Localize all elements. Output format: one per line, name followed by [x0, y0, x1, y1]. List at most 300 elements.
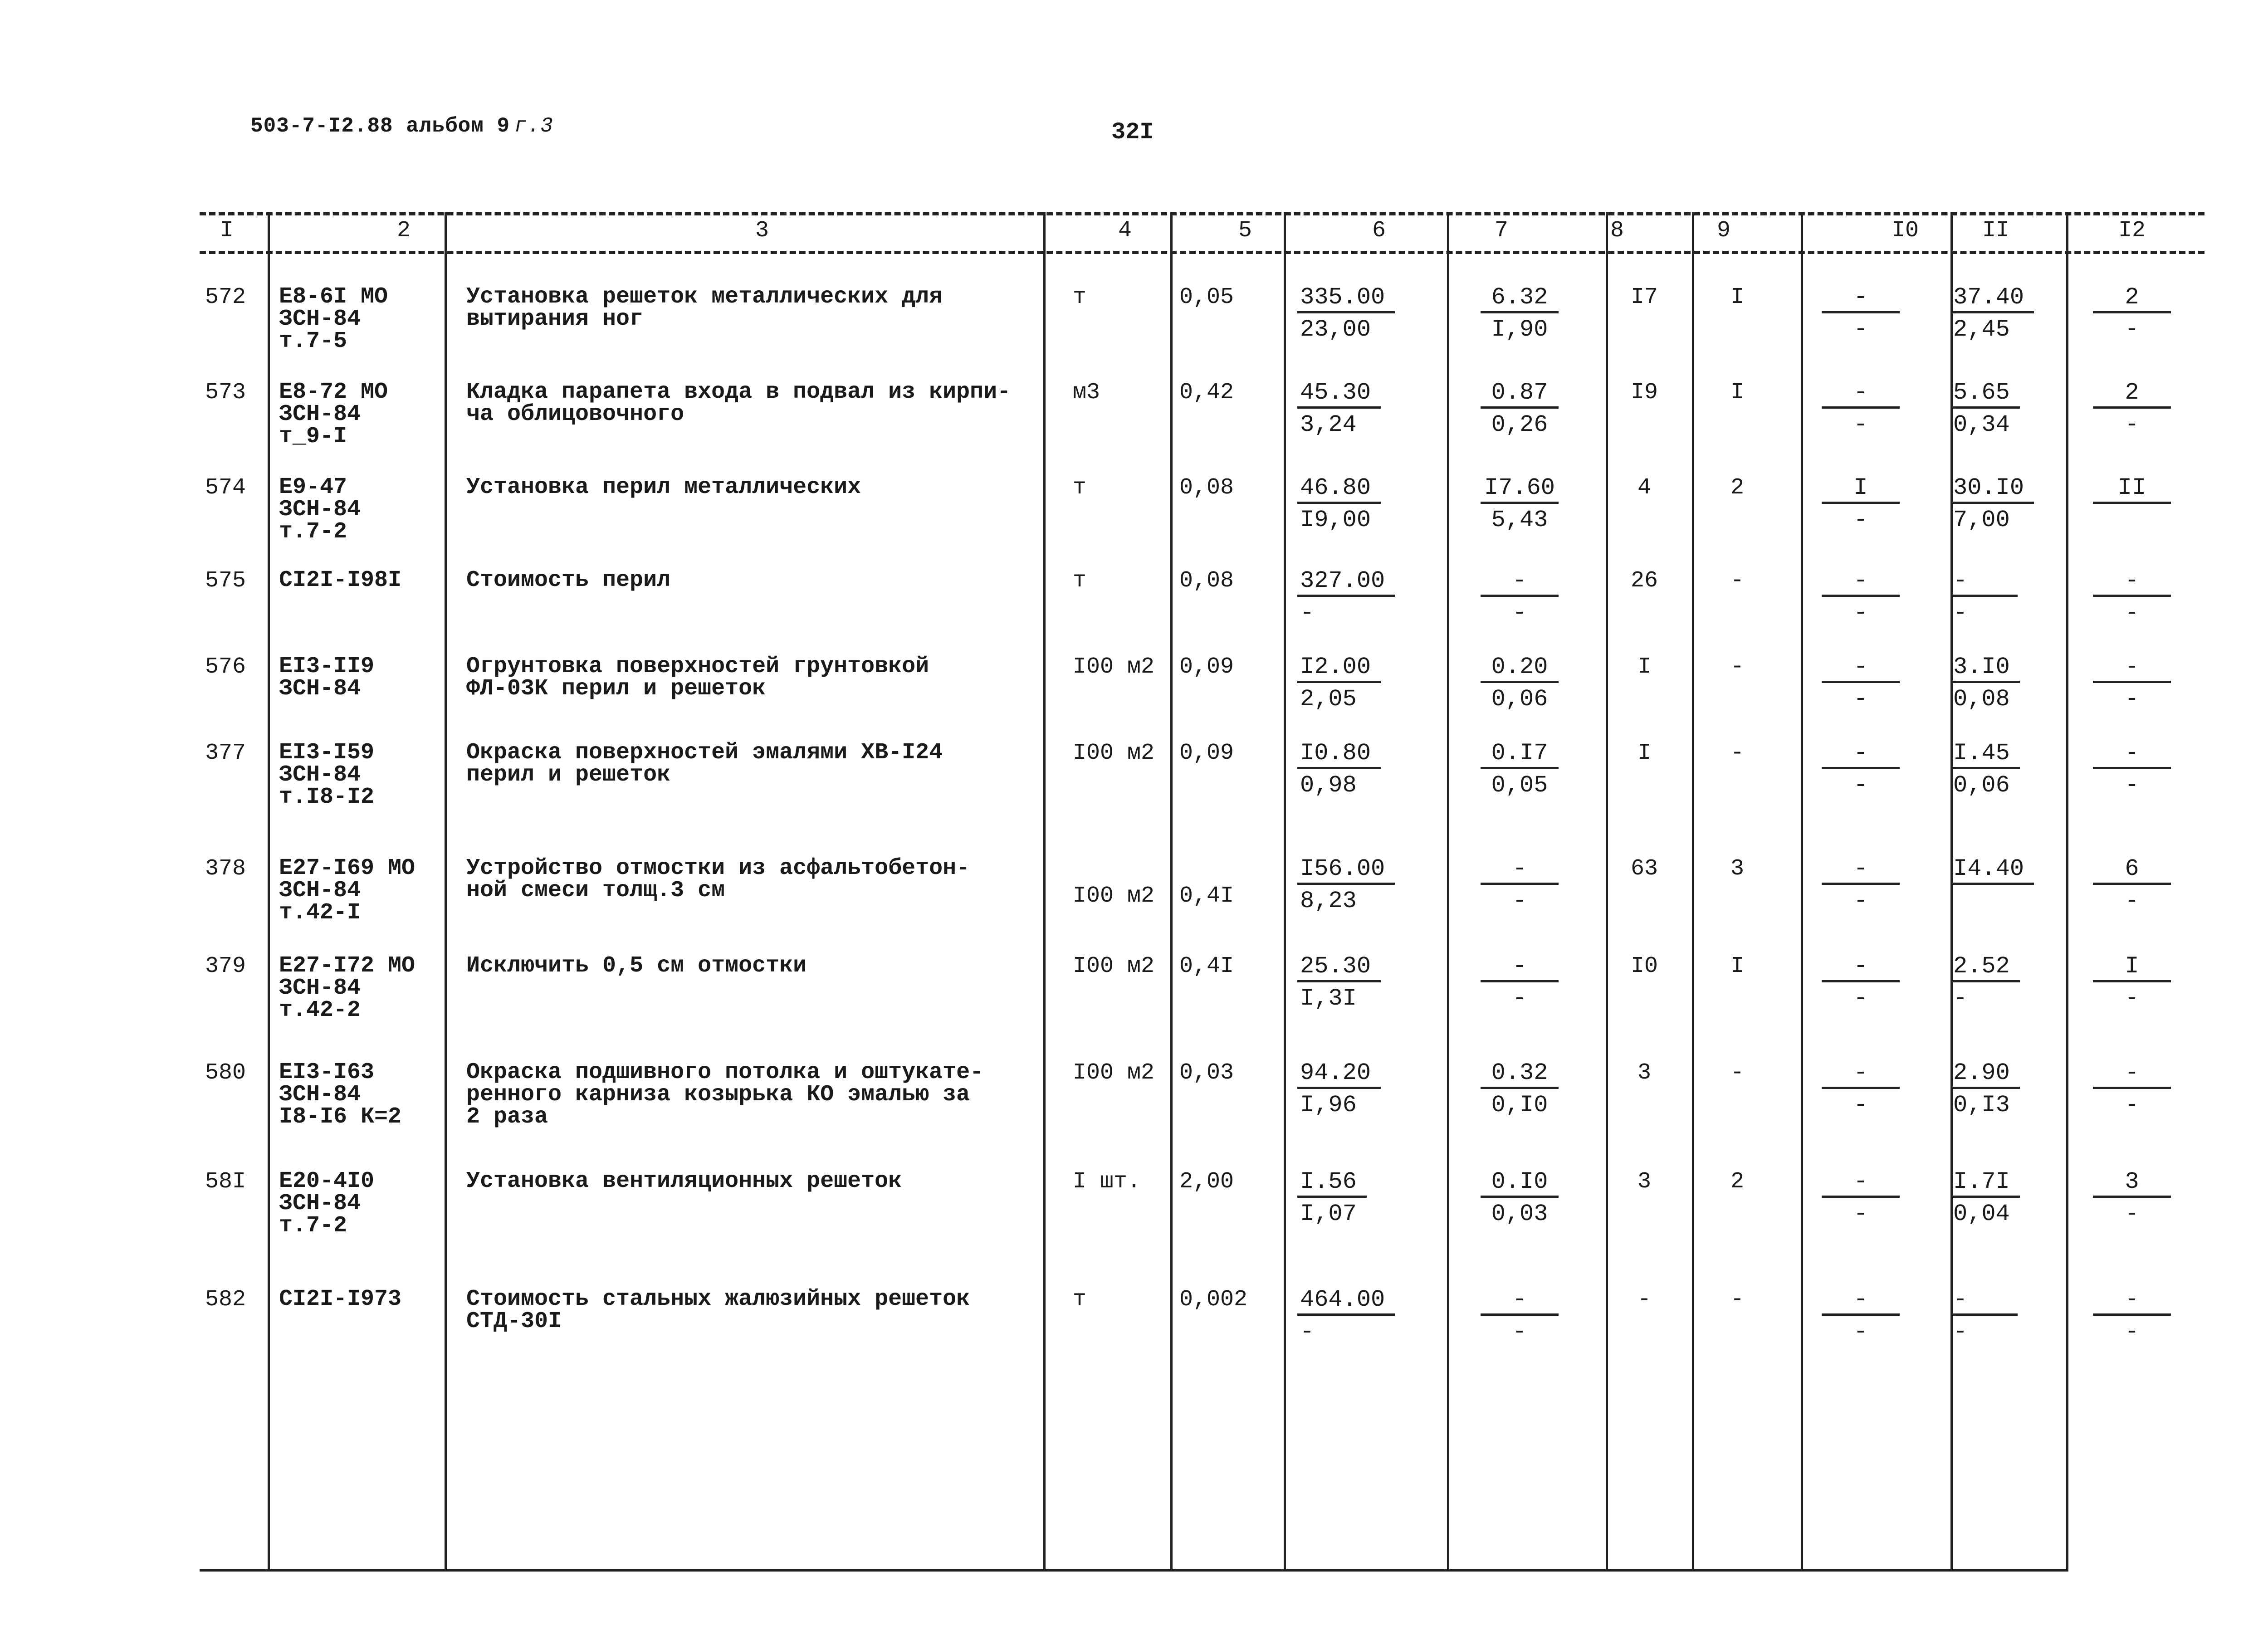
col-10-value: [1820, 569, 1901, 625]
unit: м3: [1073, 380, 1100, 405]
work-name-line: Кладка парапета входа в подвал из кирпи-: [466, 379, 1011, 405]
column-number: 3: [755, 218, 769, 244]
col-10-value-denominator: -: [1853, 411, 1868, 438]
cost-machines-denominator: -: [1512, 1318, 1527, 1345]
cost-machines-denominator: -: [1512, 600, 1527, 626]
col-10-value-numerator: -: [1822, 381, 1900, 409]
norm-code: [279, 955, 415, 1021]
norm-code-line: ЗСН-84: [279, 306, 361, 332]
col-8-value: 26: [1630, 568, 1658, 594]
column-divider: [1043, 212, 1046, 1572]
col-11-value: [1950, 655, 2020, 711]
cost-total-numerator: 335.00: [1297, 286, 1395, 313]
col-9-value: 2: [1730, 475, 1744, 501]
col-10-value-denominator: -: [1853, 772, 1868, 799]
cost-machines-numerator: 0.20: [1481, 655, 1559, 683]
norm-code: [279, 655, 374, 700]
col-8-value: I9: [1630, 380, 1658, 405]
cost-total-numerator: 46.80: [1297, 476, 1381, 504]
unit: I шт.: [1073, 1169, 1141, 1195]
col-11-value-denominator: 0,04: [1953, 1201, 2010, 1227]
col-11-value-numerator: 2.52: [1950, 955, 2020, 982]
col-12-value: [2091, 476, 2173, 508]
norm-code-line: т.42-I: [279, 900, 361, 926]
column-divider: [1447, 212, 1449, 1572]
col-12-value-denominator: -: [2125, 600, 2139, 626]
row-number: 582: [205, 1287, 246, 1313]
norm-code-line: т.I8-I2: [279, 784, 375, 810]
cost-total: [1297, 1288, 1395, 1344]
norm-code: [279, 857, 415, 924]
col-12-value: [2091, 742, 2173, 797]
work-name-line: Установка перил металлических: [466, 474, 861, 500]
col-11-value-numerator: 37.40: [1950, 286, 2034, 313]
column-number: 9: [1716, 218, 1730, 244]
col-12-value-numerator: 3: [2093, 1170, 2171, 1198]
col-8-value: 63: [1630, 856, 1658, 882]
cost-total-denominator: 8,23: [1300, 888, 1357, 914]
cost-machines: [1479, 476, 1560, 532]
work-name-line: Установка вентиляционных решеток: [466, 1168, 902, 1194]
cost-total-denominator: 0,98: [1300, 772, 1357, 799]
norm-code-line: Е27-I69 МО: [279, 855, 415, 881]
norm-code-line: СI2I-I973: [279, 1286, 402, 1312]
cost-total: [1297, 742, 1381, 797]
cost-total-denominator: 2,05: [1300, 686, 1357, 713]
col-12-value-numerator: -: [2093, 742, 2171, 769]
row-number: 58I: [205, 1169, 246, 1195]
cost-machines: [1479, 655, 1560, 711]
cost-machines-denominator: 0,06: [1491, 686, 1548, 713]
work-name-line: ренного карниза козырька КО эмалью за: [466, 1082, 970, 1108]
cost-machines-denominator: 0,26: [1491, 411, 1548, 438]
cost-total-numerator: 25.30: [1297, 955, 1381, 982]
column-number: I: [220, 218, 234, 244]
quantity: 2,00: [1179, 1169, 1234, 1195]
col-8-value: 3: [1637, 1169, 1651, 1195]
col-11-value-denominator: -: [1953, 600, 1968, 626]
quantity: 0,08: [1179, 475, 1234, 501]
col-10-value-denominator: -: [1853, 316, 1868, 343]
col-11-value-denominator: 0,06: [1953, 772, 2010, 799]
work-name: [466, 655, 929, 700]
work-name-line: Исключить 0,5 см отмостки: [466, 953, 807, 979]
col-8-value: I: [1637, 654, 1651, 680]
quantity: 0,42: [1179, 380, 1234, 405]
table-top-border: [200, 212, 2204, 215]
cost-machines-denominator: -: [1512, 888, 1527, 914]
col-9-value: -: [1730, 740, 1744, 766]
work-name-line: ча облицовочного: [466, 401, 684, 427]
cost-total-numerator: I56.00: [1297, 857, 1395, 885]
row-number: 378: [205, 856, 246, 882]
norm-code-line: т.7-2: [279, 1213, 347, 1239]
norm-code-line: СI2I-I98I: [279, 567, 402, 593]
norm-code: [279, 1170, 374, 1237]
cost-machines-numerator: 6.32: [1481, 286, 1559, 313]
work-name: [466, 569, 670, 591]
col-10-value-numerator: -: [1822, 655, 1900, 683]
table-bottom-border: [200, 1569, 2068, 1572]
col-12-value: [2091, 955, 2173, 1011]
norm-code-line: Е8-72 МО: [279, 379, 388, 405]
col-11-value-denominator: 2,45: [1953, 316, 2010, 343]
col-10-value-denominator: -: [1853, 1201, 1868, 1227]
col-12-value: [2091, 857, 2173, 913]
work-name-line: Огрунтовка поверхностей грунтовкой: [466, 654, 929, 679]
row-number: 576: [205, 654, 246, 680]
col-10-value-numerator: -: [1822, 857, 1900, 885]
col-11-value-denominator: 0,08: [1953, 686, 2010, 713]
cost-total: [1297, 955, 1381, 1011]
row-number: 379: [205, 953, 246, 979]
norm-code-line: ЗСН-84: [279, 1191, 361, 1216]
cost-total: [1297, 569, 1395, 625]
column-number: 5: [1238, 218, 1252, 244]
work-name-line: СТД-30I: [466, 1308, 562, 1334]
quantity: 0,4I: [1179, 953, 1234, 979]
column-number: I2: [2118, 218, 2146, 244]
col-11-value: [1950, 1288, 2018, 1344]
col-10-value: [1820, 857, 1901, 913]
col-10-value: [1820, 955, 1901, 1011]
col-11-value-numerator: I4.40: [1950, 857, 2034, 885]
column-divider: [1692, 212, 1694, 1572]
cost-machines-numerator: -: [1481, 1288, 1559, 1316]
cost-machines: [1479, 1170, 1560, 1226]
col-9-value: I: [1730, 953, 1744, 979]
norm-code-line: т_9-I: [279, 424, 347, 449]
column-divider: [1170, 212, 1173, 1572]
work-name-line: Устройство отмостки из асфальтобетон-: [466, 855, 970, 881]
norm-code-line: Е20-4I0: [279, 1168, 375, 1194]
cost-machines-denominator: I,90: [1491, 316, 1548, 343]
norm-code: [279, 1061, 401, 1128]
col-10-value: [1820, 1061, 1901, 1117]
cost-machines: [1479, 381, 1560, 437]
row-number: 575: [205, 568, 246, 594]
col-12-value-numerator: 6: [2093, 857, 2171, 885]
work-name: [466, 955, 807, 977]
norm-code-line: ЕI3-I59: [279, 740, 375, 766]
document-code-suffix: г.3: [514, 114, 553, 138]
col-11-value: [1950, 1061, 2020, 1117]
cost-machines-denominator: 0,I0: [1491, 1092, 1548, 1118]
cost-machines-numerator: -: [1481, 569, 1559, 597]
col-12-value-numerator: 2: [2093, 381, 2171, 409]
col-11-value: [1950, 955, 2020, 1011]
cost-total-denominator: I,07: [1300, 1201, 1357, 1227]
work-name-line: перил и решеток: [466, 762, 671, 788]
quantity: 0,4I: [1179, 883, 1234, 909]
norm-code-line: ЗСН-84: [279, 878, 361, 903]
col-8-value: 3: [1637, 1060, 1651, 1086]
col-9-value: -: [1730, 654, 1744, 680]
work-name-line: вытирания ног: [466, 306, 644, 332]
cost-machines-numerator: I7.60: [1481, 476, 1559, 504]
col-10-value-numerator: -: [1822, 1288, 1900, 1316]
norm-code: [279, 381, 388, 448]
column-divider: [1801, 212, 1803, 1572]
cost-total-denominator: I9,00: [1300, 507, 1371, 533]
col-12-value-denominator: -: [2125, 411, 2139, 438]
col-11-value-numerator: -: [1950, 569, 2018, 597]
col-10-value-denominator: -: [1853, 507, 1868, 533]
col-12-value-denominator: -: [2125, 985, 2139, 1012]
col-10-value-denominator: -: [1853, 600, 1868, 626]
col-10-value-numerator: I: [1822, 476, 1900, 504]
col-12-value: [2091, 569, 2173, 625]
norm-code: [279, 286, 388, 352]
col-11-value-numerator: I.7I: [1950, 1170, 2020, 1198]
cost-total-denominator: I,96: [1300, 1092, 1357, 1118]
col-12-value-numerator: II: [2093, 476, 2171, 504]
column-divider: [2066, 212, 2068, 1572]
column-divider: [445, 212, 447, 1572]
col-12-value-numerator: -: [2093, 655, 2171, 683]
col-12-value-numerator: -: [2093, 569, 2171, 597]
cost-total: [1297, 381, 1381, 437]
cost-total-numerator: 464.00: [1297, 1288, 1395, 1316]
unit: I00 м2: [1073, 1060, 1155, 1086]
cost-total-denominator: I,3I: [1300, 985, 1357, 1012]
norm-code-line: I8-I6 К=2: [279, 1104, 402, 1130]
cost-machines-denominator: 0,05: [1491, 772, 1548, 799]
col-12-value-numerator: -: [2093, 1288, 2171, 1316]
norm-code-line: ЕI3-I63: [279, 1059, 375, 1085]
norm-code: [279, 742, 374, 808]
column-number: I0: [1891, 218, 1919, 244]
col-10-value-numerator: -: [1822, 286, 1900, 313]
cost-machines: [1479, 1061, 1560, 1117]
col-10-value-numerator: -: [1822, 1170, 1900, 1198]
work-name-line: Стоимость перил: [466, 567, 671, 593]
col-11-value-numerator: 5.65: [1950, 381, 2020, 409]
cost-total-numerator: 45.30: [1297, 381, 1381, 409]
col-11-value: [1950, 381, 2020, 437]
cost-total: [1297, 655, 1381, 711]
norm-code: [279, 476, 361, 543]
col-10-value-numerator: -: [1822, 1061, 1900, 1089]
col-10-value: [1820, 655, 1901, 711]
col-11-value-denominator: 0,34: [1953, 411, 2010, 438]
cost-total-numerator: I2.00: [1297, 655, 1381, 683]
cost-total-denominator: -: [1300, 1318, 1315, 1345]
work-name: [466, 1061, 983, 1128]
unit: т: [1073, 284, 1087, 310]
col-12-value-denominator: -: [2125, 1318, 2139, 1345]
norm-code-line: Е9-47: [279, 474, 347, 500]
col-12-value: [2091, 1061, 2173, 1117]
cost-machines: [1479, 1288, 1560, 1344]
col-11-value: [1950, 742, 2020, 797]
column-number: II: [1982, 218, 2009, 244]
column-divider: [268, 212, 270, 1572]
unit: т: [1073, 475, 1087, 501]
work-name: [466, 1288, 970, 1333]
col-10-value: [1820, 286, 1901, 342]
col-11-value: [1950, 476, 2034, 532]
norm-code-line: Е8-6I МО: [279, 284, 388, 310]
cost-machines-numerator: 0.32: [1481, 1061, 1559, 1089]
col-11-value-denominator: -: [1953, 985, 1968, 1012]
cost-total: [1297, 1061, 1381, 1117]
col-11-value-denominator: -: [1953, 1318, 1968, 1345]
norm-code-line: ЗСН-84: [279, 1082, 361, 1108]
norm-code: [279, 1288, 401, 1310]
cost-machines-numerator: 0.I0: [1481, 1170, 1559, 1198]
col-10-value-numerator: -: [1822, 742, 1900, 769]
norm-code-line: т.7-2: [279, 519, 347, 545]
work-name-line: Окраска поверхностей эмалями ХВ-I24: [466, 740, 943, 766]
quantity: 0,08: [1179, 568, 1234, 594]
col-12-value-denominator: -: [2125, 1201, 2139, 1227]
cost-machines-numerator: 0.87: [1481, 381, 1559, 409]
quantity: 0,002: [1179, 1287, 1248, 1313]
col-10-value-denominator: -: [1853, 985, 1868, 1012]
norm-code-line: ЗСН-84: [279, 676, 361, 702]
col-12-value-denominator: -: [2125, 316, 2139, 343]
col-12-value: [2091, 1170, 2173, 1226]
row-number: 573: [205, 380, 246, 405]
header-bottom-border: [200, 251, 2204, 254]
norm-code-line: ЗСН-84: [279, 762, 361, 788]
cost-machines-numerator: 0.I7: [1481, 742, 1559, 769]
col-11-value-numerator: I.45: [1950, 742, 2020, 769]
cost-total: [1297, 286, 1395, 342]
quantity: 0,09: [1179, 740, 1234, 766]
cost-total-numerator: I.56: [1297, 1170, 1367, 1198]
col-8-value: I0: [1630, 953, 1658, 979]
col-10-value-denominator: -: [1853, 1318, 1868, 1345]
col-11-value: [1950, 1170, 2020, 1226]
col-11-value-numerator: 30.I0: [1950, 476, 2034, 504]
norm-code-line: Е27-I72 МО: [279, 953, 415, 979]
col-12-value-numerator: -: [2093, 1061, 2171, 1089]
cost-machines-numerator: -: [1481, 955, 1559, 982]
unit: I00 м2: [1073, 883, 1155, 909]
col-10-value: [1820, 742, 1901, 797]
col-8-value: -: [1637, 1287, 1651, 1313]
norm-code-line: ЗСН-84: [279, 497, 361, 522]
work-name-line: Установка решеток металлических для: [466, 284, 943, 310]
cost-total: [1297, 476, 1381, 532]
col-9-value: -: [1730, 1287, 1744, 1313]
norm-code: [279, 569, 401, 591]
work-name: [466, 286, 943, 330]
work-name: [466, 381, 1011, 425]
cost-machines: [1479, 742, 1560, 797]
col-9-value: -: [1730, 568, 1744, 594]
col-8-value: I7: [1630, 284, 1658, 310]
cost-total-denominator: -: [1300, 600, 1315, 626]
column-number: 7: [1494, 218, 1508, 244]
row-number: 572: [205, 284, 246, 310]
work-name-line: ФЛ-03К перил и решеток: [466, 676, 766, 702]
col-10-value-numerator: -: [1822, 955, 1900, 982]
cost-machines: [1479, 286, 1560, 342]
column-number: 2: [396, 218, 411, 244]
column-number: 8: [1610, 218, 1624, 244]
unit: I00 м2: [1073, 740, 1155, 766]
col-10-value-denominator: -: [1853, 1092, 1868, 1118]
col-9-value: 3: [1730, 856, 1744, 882]
col-11-value-denominator: 0,I3: [1953, 1092, 2010, 1118]
cost-total-denominator: 23,00: [1300, 316, 1371, 343]
unit: I00 м2: [1073, 654, 1155, 680]
quantity: 0,09: [1179, 654, 1234, 680]
norm-code-line: т.7-5: [279, 328, 347, 354]
quantity: 0,03: [1179, 1060, 1234, 1086]
work-name: [466, 742, 943, 786]
col-12-value: [2091, 655, 2173, 711]
col-12-value-denominator: -: [2125, 772, 2139, 799]
cost-machines: [1479, 569, 1560, 625]
col-8-value: I: [1637, 740, 1651, 766]
cost-machines: [1479, 857, 1560, 913]
col-10-value: [1820, 476, 1901, 532]
cost-machines-denominator: -: [1512, 985, 1527, 1012]
work-name: [466, 857, 970, 902]
cost-machines-denominator: 0,03: [1491, 1201, 1548, 1227]
cost-machines: [1479, 955, 1560, 1011]
cost-total-denominator: 3,24: [1300, 411, 1357, 438]
quantity: 0,05: [1179, 284, 1234, 310]
unit: т: [1073, 1287, 1087, 1313]
work-name-line: Стоимость стальных жалюзийных решеток: [466, 1286, 970, 1312]
col-11-value-denominator: 7,00: [1953, 507, 2010, 533]
col-8-value: 4: [1637, 475, 1651, 501]
col-12-value: [2091, 286, 2173, 342]
col-10-value-denominator: -: [1853, 686, 1868, 713]
col-11-value-numerator: -: [1950, 1288, 2018, 1316]
col-11-value: [1950, 286, 2034, 342]
col-12-value: [2091, 381, 2173, 437]
column-divider: [1606, 212, 1608, 1572]
col-9-value: 2: [1730, 1169, 1744, 1195]
cost-total: [1297, 857, 1395, 913]
col-10-value-denominator: -: [1853, 888, 1868, 914]
col-10-value-numerator: -: [1822, 569, 1900, 597]
col-9-value: I: [1730, 284, 1744, 310]
cost-machines-numerator: -: [1481, 857, 1559, 885]
norm-code-line: ЗСН-84: [279, 401, 361, 427]
col-12-value-numerator: I: [2093, 955, 2171, 982]
work-name-line: ной смеси толщ.3 см: [466, 878, 725, 903]
cost-total: [1297, 1170, 1367, 1226]
unit: т: [1073, 568, 1087, 594]
col-12-value: [2091, 1288, 2173, 1344]
column-number: 6: [1372, 218, 1386, 244]
norm-code-line: ЗСН-84: [279, 975, 361, 1001]
col-11-value: [1950, 569, 2018, 625]
cost-total-numerator: I0.80: [1297, 742, 1381, 769]
document-code-text: 503-7-I2.88 альбом 9: [250, 114, 510, 138]
row-number: 377: [205, 740, 246, 766]
col-11-value: [1950, 857, 2034, 889]
row-number: 574: [205, 475, 246, 501]
work-name-line: Окраска подшивного потолка и оштукате-: [466, 1059, 984, 1085]
col-10-value: [1820, 1288, 1901, 1344]
col-10-value: [1820, 381, 1901, 437]
norm-code-line: ЕI3-II9: [279, 654, 375, 679]
col-12-value-denominator: -: [2125, 888, 2139, 914]
cost-machines-denominator: 5,43: [1491, 507, 1548, 533]
document-code: [250, 114, 553, 138]
column-divider: [1284, 212, 1286, 1572]
col-10-value: [1820, 1170, 1901, 1226]
cost-total-numerator: 94.20: [1297, 1061, 1381, 1089]
